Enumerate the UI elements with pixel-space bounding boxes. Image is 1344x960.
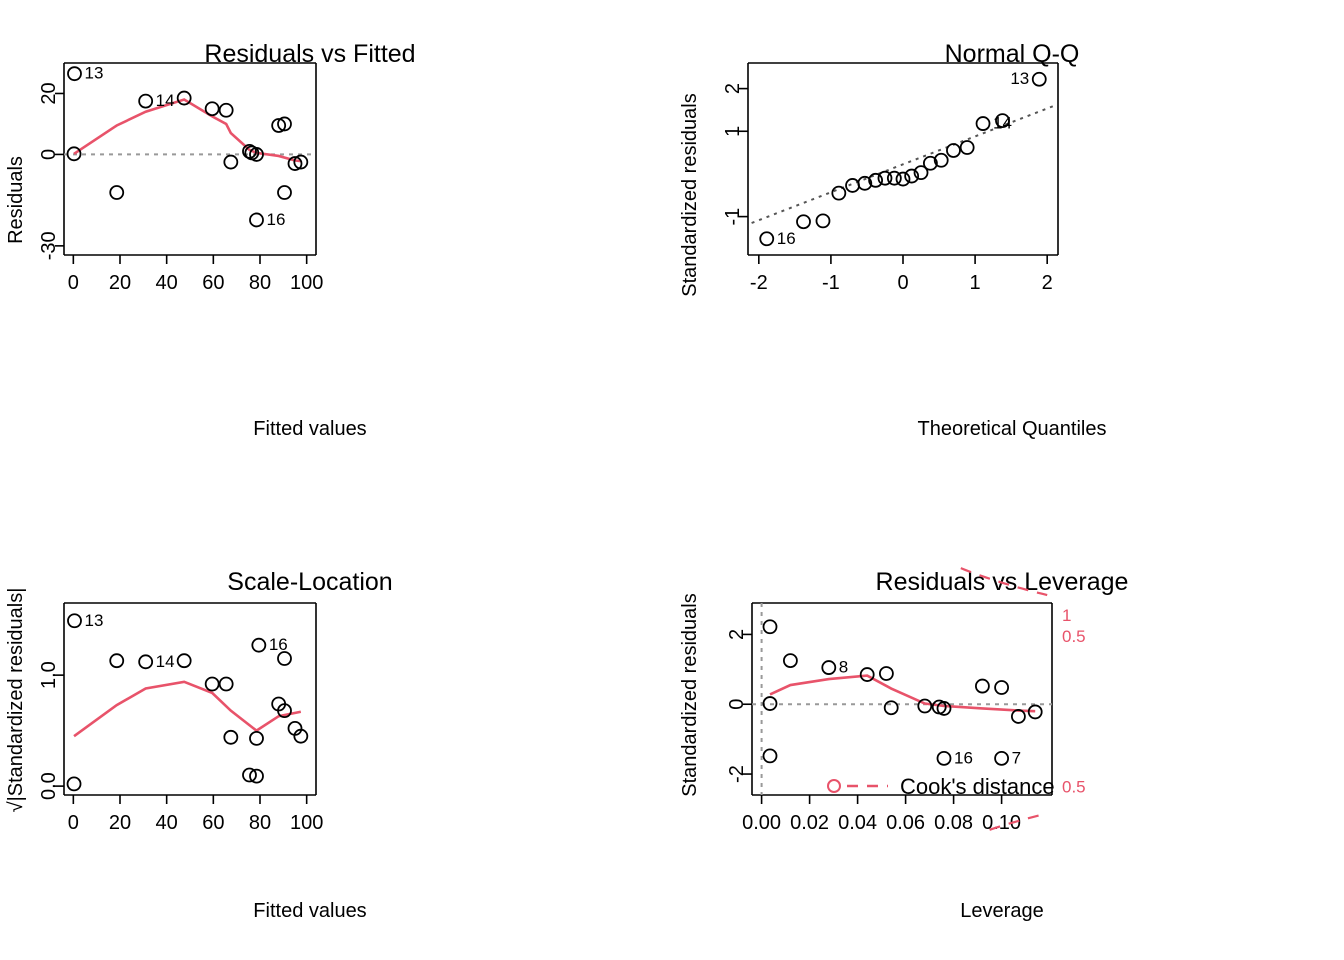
- y-tick-label: 0: [38, 148, 60, 160]
- data-point: [220, 678, 233, 691]
- x-tick-label: 20: [108, 272, 132, 294]
- y-tick-label: 2: [722, 83, 744, 95]
- y-axis-label: √|Standardized residuals|: [5, 587, 27, 813]
- data-point: [1033, 73, 1046, 86]
- y-tick-label: 20: [38, 82, 60, 105]
- x-tick-label: 0.08: [934, 812, 974, 834]
- x-axis-label: Theoretical Quantiles: [917, 418, 1107, 440]
- data-point: [880, 667, 893, 680]
- lowess-smoother-line: [770, 676, 1035, 712]
- x-tick-label: 0.10: [982, 812, 1022, 834]
- x-tick-label: 80: [248, 272, 272, 294]
- x-axis-label: Fitted values: [253, 900, 367, 922]
- data-point: [885, 701, 898, 714]
- data-point: [278, 186, 291, 199]
- point-label: 8: [838, 657, 849, 677]
- x-tick-label: 20: [108, 812, 132, 834]
- point-label: 13: [84, 610, 104, 630]
- data-point: [832, 187, 845, 200]
- data-point: [224, 156, 237, 169]
- y-axis-label: Residuals: [5, 156, 27, 244]
- data-point: [68, 777, 81, 790]
- x-tick-label: -2: [749, 272, 768, 294]
- point-label: 16: [776, 228, 796, 248]
- data-point: [224, 731, 237, 744]
- x-tick-label: 60: [202, 272, 225, 294]
- x-tick-label: 0.02: [790, 812, 830, 834]
- data-point: [1012, 710, 1025, 723]
- x-tick-label: -1: [822, 272, 840, 294]
- y-tick-label: -1: [722, 207, 744, 226]
- data-point: [178, 92, 191, 105]
- y-tick-label: 0.0: [38, 772, 60, 801]
- lowess-smoother-line: [74, 100, 301, 162]
- data-point: [220, 104, 233, 117]
- lowess-smoother-line: [74, 682, 301, 736]
- data-point: [252, 639, 265, 652]
- point-label: 14: [155, 651, 175, 671]
- point-label: 16: [268, 635, 288, 655]
- data-point: [206, 678, 219, 691]
- data-point: [995, 681, 1008, 694]
- x-tick-label: 100: [289, 812, 324, 834]
- x-tick-label: 0.06: [886, 812, 926, 834]
- x-tick-label: 80: [248, 812, 272, 834]
- y-axis-label: Standardized residuals: [679, 93, 701, 297]
- data-point: [816, 214, 829, 227]
- point-label: 13: [84, 63, 104, 83]
- panel-title: Scale-Location: [227, 568, 393, 596]
- x-tick-label: 40: [155, 812, 178, 834]
- data-point: [764, 749, 777, 762]
- x-tick-label: 40: [155, 272, 178, 294]
- residuals-vs-fitted-svg: [0, 0, 672, 480]
- panel-residuals-vs-fitted: [0, 0, 672, 480]
- panel-title: Normal Q-Q: [944, 40, 1080, 68]
- data-point: [977, 117, 990, 130]
- panel-residuals-vs-leverage: [672, 480, 1344, 960]
- data-point: [897, 173, 910, 186]
- x-tick-label: 2: [1041, 272, 1053, 294]
- data-point: [250, 732, 263, 745]
- panel-title: Residuals vs Fitted: [204, 40, 416, 68]
- panel-scale-location: [0, 480, 672, 960]
- x-tick-label: 0.04: [838, 812, 878, 834]
- scale-location-svg: [0, 480, 672, 960]
- data-point: [250, 213, 263, 226]
- data-point: [68, 614, 81, 627]
- y-axis-label: Standardized residuals: [679, 593, 701, 797]
- y-tick-label: 1.0: [38, 661, 60, 690]
- plot-area: [722, 63, 1058, 294]
- point-label: 14: [993, 113, 1012, 133]
- data-point: [764, 620, 777, 633]
- plot-area: [38, 603, 323, 834]
- legend-label: Cook's distance: [900, 774, 1055, 799]
- plot-area: [38, 63, 323, 294]
- y-tick-label: 2: [726, 628, 748, 640]
- cooks-contour-label: 1: [1062, 606, 1072, 626]
- data-point: [797, 215, 810, 228]
- residuals-vs-leverage-svg: [672, 480, 1344, 960]
- point-label: 14: [155, 91, 175, 111]
- y-tick-label: 1: [722, 125, 744, 137]
- data-point: [206, 102, 219, 115]
- y-tick-label: -2: [726, 765, 748, 783]
- data-point: [139, 95, 152, 108]
- data-point: [918, 699, 931, 712]
- data-point: [110, 654, 123, 667]
- data-point: [961, 141, 974, 154]
- data-point: [68, 67, 81, 80]
- data-point: [822, 661, 835, 674]
- data-point: [947, 144, 960, 157]
- data-point: [784, 654, 797, 667]
- data-point: [846, 179, 859, 192]
- data-point: [938, 752, 951, 765]
- panel-title: Residuals vs Leverage: [875, 568, 1129, 596]
- point-label: 13: [1010, 69, 1030, 89]
- data-point: [178, 654, 191, 667]
- y-tick-label: 0: [726, 698, 748, 710]
- panel-normal-qq: [672, 0, 1344, 480]
- x-axis-label: Fitted values: [253, 418, 367, 440]
- data-point: [110, 186, 123, 199]
- y-tick-label: -30: [38, 231, 60, 261]
- x-tick-label: 0: [897, 272, 909, 294]
- x-axis-label: Leverage: [960, 900, 1044, 922]
- point-label: 16: [266, 209, 286, 229]
- cooks-contour-label: 0.5: [1062, 627, 1086, 647]
- data-point: [139, 655, 152, 668]
- data-point: [995, 752, 1008, 765]
- normal-qq-svg: [672, 0, 1344, 480]
- point-label: 7: [1011, 748, 1022, 768]
- cooks-contour-label: 0.5: [1062, 777, 1086, 797]
- x-tick-label: 0.00: [742, 812, 782, 834]
- x-tick-label: 1: [969, 272, 981, 294]
- data-point: [976, 680, 989, 693]
- point-label: 16: [954, 748, 973, 768]
- x-tick-label: 0: [67, 272, 79, 294]
- x-tick-label: 60: [202, 812, 225, 834]
- data-point: [760, 232, 773, 245]
- legend-marker: [828, 780, 840, 792]
- x-tick-label: 100: [289, 272, 324, 294]
- x-tick-label: 0: [67, 812, 79, 834]
